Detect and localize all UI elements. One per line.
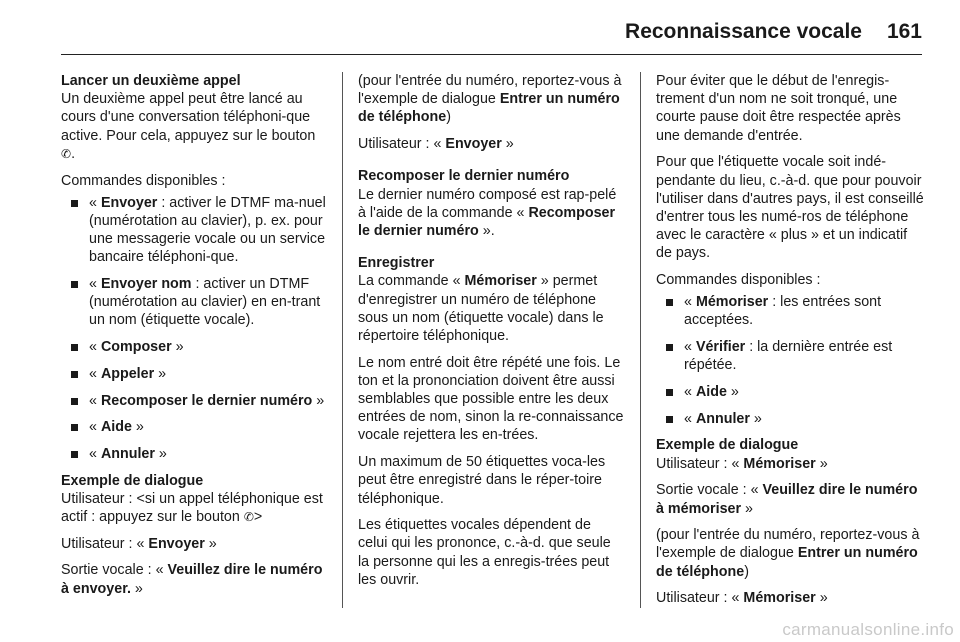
punctuation: . [71,145,76,162]
paragraph: Sortie vocale : « Veuillez dire le numéro à envoyer. » [61,562,323,597]
list-item: « Vérifier : la dernière entrée est répétée. [656,338,924,374]
paragraph: Pour éviter que le début de l'enregis-trement d'un nom ne soit tronqué, une courte pause doit être respectée après une demande d'entrée. [656,73,901,144]
command-name: Mémoriser [695,294,769,311]
command-name: Mémoriser [743,590,816,607]
phone-icon: ✆ [61,146,72,161]
command-name: Appeler [100,365,155,382]
bullet-icon [666,344,673,351]
command-list [61,194,326,463]
list-item: « Envoyer : activer le DTMF ma-nuel (numérotation au clavier), p. ex. pour une messagerie vocale ou un service bancaire téléphoni-que. [61,194,326,267]
bullet-icon [666,416,673,423]
section-title: Recomposer le dernier numéro [358,168,570,185]
list-item: « Mémoriser : les entrées sont acceptées. [656,293,924,329]
paragraph [61,490,326,526]
list-item: « Composer » [61,338,326,356]
list-item: « Aide » [656,383,924,401]
bullet-icon [71,344,78,351]
command-name: Recomposer le dernier numéro [100,392,313,409]
command-desc: : la dernière entrée est répétée. [684,339,893,374]
paragraph: Le nom entré doit être répété une fois. Le ton et la prononciation doivent être aussi semblables que possible entre les deux entrées de nom, sinon la re-connaissance vocale rejettera les en-trées. [358,354,624,444]
list-item: « Aide » [61,418,326,436]
list-item: « Annuler » [656,410,924,428]
punctuation: > [253,509,263,526]
paragraph: Les étiquettes vocales dépendent de celui qui les prononce, c.-à-d. que seule la personne qui les a enregis-trées peut les ouvrir. [358,517,611,588]
command-name: Mémoriser [464,273,537,290]
command-name: Veuillez dire le numéro à mémoriser [656,482,918,517]
list-item: « Recomposer le dernier numéro » [61,392,326,410]
paragraph: Utilisateur : « Envoyer » [61,535,217,552]
paragraph: (pour l'entrée du numéro, reportez-vous à l'exemple de dialogue Entrer un numéro de téléphone) [358,73,622,126]
bullet-icon [71,424,78,431]
paragraph: La commande « Mémoriser » permet d'enregistrer un numéro de téléphone sous un nom (étiquette vocale) dans le répertoire téléphonique. [358,273,604,344]
paragraph: Pour que l'étiquette vocale soit indé-pendante du lieu, c.-à-d. que pour pouvoir l'utiliser dans d'autres pays, il est conseillé d'entrer tous les numé-ros de téléphone avec le caractère « plus » et un indicatif de pays. [656,154,924,262]
bullet-icon [71,371,78,378]
section-title: Exemple de dialogue [656,437,799,454]
command-name: Envoyer [445,136,502,153]
column-3 [656,72,924,616]
command-name: Annuler [100,445,155,462]
command-name: Recomposer le dernier numéro [358,204,616,239]
bullet-icon [71,398,78,405]
link-reference: Entrer un numéro de téléphone [358,91,620,126]
command-name: Vérifier [695,339,746,356]
paragraph: Le dernier numéro composé est rap-pelé à l'aide de la commande « Recomposer le dernier numéro ». [358,186,617,239]
page-number: 161 [886,20,922,43]
command-name: Envoyer nom [100,276,192,293]
paragraph-text: Un deuxième appel peut être lancé au cours d'une conversation téléphoni-que active. Pour cela, appuyez sur le bouton [61,91,316,144]
column-1 [61,72,326,606]
paragraph: Un maximum de 50 étiquettes voca-les peut être enregistré dans le réper-toire téléphonique. [358,454,606,507]
command-name: Envoyer [100,194,158,211]
paragraph: Utilisateur : « Mémoriser » [656,455,828,472]
command-desc: : les entrées sont acceptées. [684,294,882,329]
paragraph-text: Utilisateur : <si un appel téléphonique est actif : appuyez sur le bouton [61,490,323,526]
paragraph: Utilisateur : « Mémoriser » [656,590,828,607]
bullet-icon [71,200,78,207]
command-name: Aide [100,419,132,436]
command-desc: : activer un DTMF (numérotation au clavier) en en-trant un nom (étiquette vocale). [89,276,321,329]
command-name: Envoyer [148,535,205,552]
commands-intro: Commandes disponibles : [656,272,821,289]
phone-icon: ✆ [243,510,254,525]
command-name: Composer [100,339,172,356]
command-name: Veuillez dire le numéro à envoyer. [61,562,323,597]
list-item: « Annuler » [61,445,326,463]
command-name: Annuler [695,410,750,427]
command-desc: : activer le DTMF ma-nuel (numérotation au clavier), p. ex. pour une messagerie vocale ou un service bancaire téléphoni-que. [89,194,326,266]
bullet-icon [71,281,78,288]
command-list [656,293,924,428]
commands-intro: Commandes disponibles : [61,172,226,189]
paragraph: Utilisateur : « Envoyer » [358,136,514,153]
watermark: carmanualsonline.info [782,620,954,639]
section-title: Enregistrer [358,255,435,272]
paragraph [61,90,326,163]
page-header [0,0,960,62]
column-divider [640,72,641,608]
page-title: Reconnaissance vocale [625,20,862,43]
section-title: Lancer un deuxième appel [61,73,241,89]
bullet-icon [71,451,78,458]
list-item: « Envoyer nom : activer un DTMF (numérotation au clavier) en en-trant un nom (étiquette vocale). [61,275,326,330]
paragraph: (pour l'entrée du numéro, reportez-vous à l'exemple de dialogue Entrer un numéro de téléphone) [656,527,920,580]
list-item: « Appeler » [61,365,326,383]
command-name: Mémoriser [743,455,816,472]
bullet-icon [666,389,673,396]
header-rule [61,54,922,55]
bullet-icon [666,299,673,306]
column-2 [358,72,624,598]
command-name: Aide [695,384,727,401]
link-reference: Entrer un numéro de téléphone [656,545,918,580]
paragraph: Sortie vocale : « Veuillez dire le numéro à mémoriser » [656,482,918,517]
section-title: Exemple de dialogue [61,472,204,489]
column-divider [342,72,343,608]
